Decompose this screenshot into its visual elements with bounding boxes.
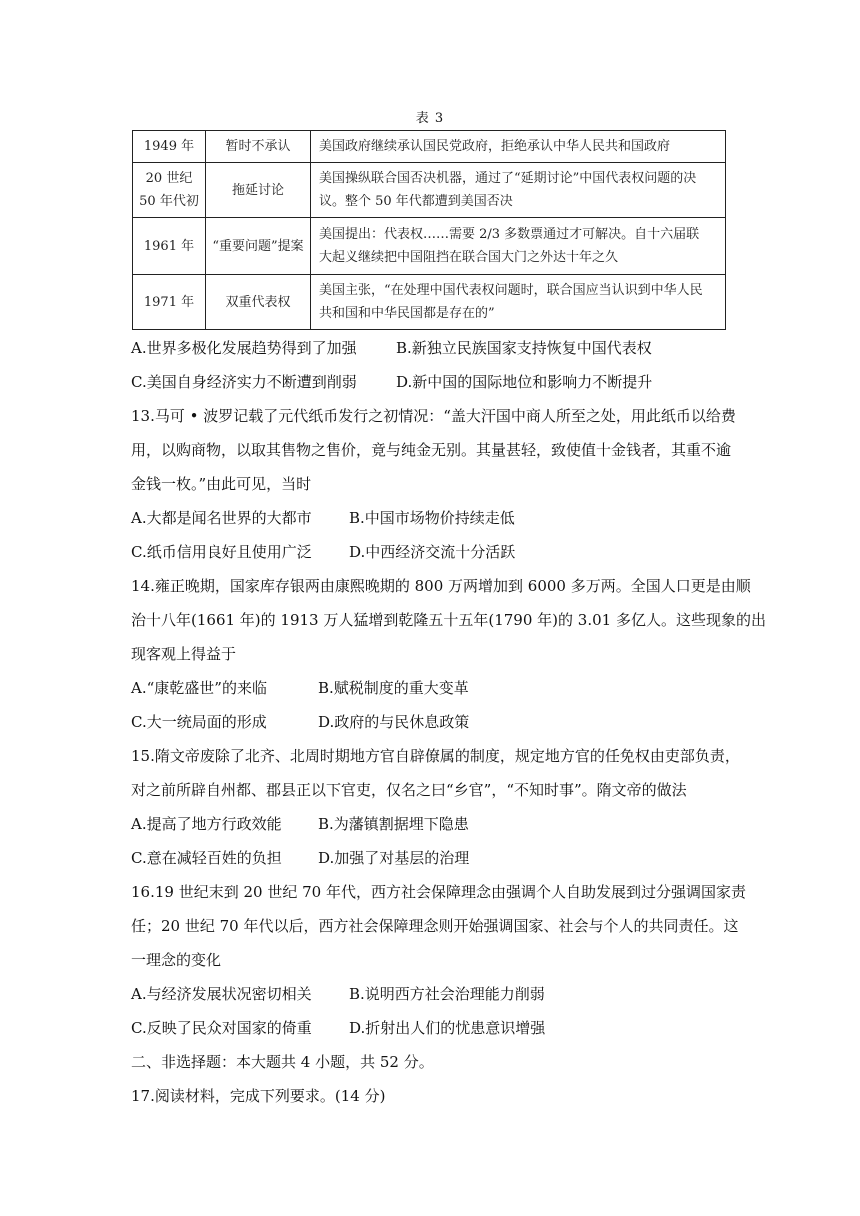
q16-option-c: C.反映了民众对国家的倚重: [131, 1019, 312, 1037]
description-cell: 美国政府继续承认国民党政府，拒绝承认中华人民共和国政府: [311, 131, 726, 163]
q12-option-a: A.世界多极化发展趋势得到了加强: [131, 339, 357, 357]
q13-stem-line-2: 用，以购商物，以取其售物之售价，竟与纯金无别。其量甚轻，致使值十金钱者，其重不逾: [131, 441, 732, 459]
q14-option-b: B.赋税制度的重大变革: [318, 679, 469, 697]
q15-option-c: C.意在减轻百姓的负担: [131, 849, 282, 867]
q13-stem-line-1: 13.马可 • 波罗记载了元代纸币发行之初情况：“盖大汗国中商人所至之处，用此纸币以给费: [131, 407, 736, 425]
q13-option-c: C.纸币信用良好且使用广泛: [131, 543, 312, 561]
q14-stem-line-1: 14.雍正晚期，国家库存银两由康熙晚期的 800 万两增加到 6000 多万两。全国人口更是由顺: [131, 577, 751, 595]
policy-cell: “重要问题”提案: [206, 218, 311, 275]
q15-option-a: A.提高了地方行政效能: [131, 815, 282, 833]
section-heading: 二、非选择题：本大题共 4 小题，共 52 分。: [131, 1053, 434, 1071]
q14-option-d: D.政府的与民休息政策: [318, 713, 470, 731]
q13-option-b: B.中国市场物价持续走低: [349, 509, 515, 527]
q16-option-d: D.折射出人们的忧患意识增强: [349, 1019, 546, 1037]
year-cell: 1949 年: [133, 131, 206, 163]
q13-option-a: A.大都是闻名世界的大都市: [131, 509, 312, 527]
q14-option-c: C.大一统局面的形成: [131, 713, 267, 731]
policy-cell: 双重代表权: [206, 275, 311, 330]
year-cell: 1961 年: [133, 218, 206, 275]
table-row: [133, 275, 726, 330]
q15-stem-line-1: 15.隋文帝废除了北齐、北周时期地方官自辟僚属的制度，规定地方官的任免权由吏部负责，: [131, 747, 740, 765]
q16-option-b: B.说明西方社会治理能力削弱: [349, 985, 545, 1003]
policy-cell: 拖延讨论: [206, 163, 311, 218]
q14-stem-line-3: 现客观上得益于: [131, 645, 237, 663]
q12-option-b: B.新独立民族国家支持恢复中国代表权: [396, 339, 652, 357]
q12-option-d: D.新中国的国际地位和影响力不断提升: [396, 373, 653, 391]
table-caption: 表 3: [415, 111, 445, 126]
table-row: [133, 163, 726, 218]
q17-stem: 17.阅读材料，完成下列要求。(14 分): [131, 1087, 386, 1105]
q12-option-c: C.美国自身经济实力不断遭到削弱: [131, 373, 357, 391]
policy-cell: 暂时不承认: [206, 131, 311, 163]
q16-stem-line-1: 16.19 世纪末到 20 世纪 70 年代，西方社会保障理念由强调个人自助发展到过分强调国家责: [131, 883, 746, 901]
q15-option-d: D.加强了对基层的治理: [318, 849, 470, 867]
q13-option-d: D.中西经济交流十分活跃: [349, 543, 516, 561]
q16-stem-line-3: 一理念的变化: [131, 951, 222, 969]
table-3: [132, 130, 726, 330]
q14-stem-line-2: 治十八年(1661 年)的 1913 万人猛增到乾隆五十五年(1790 年)的 3.01 多亿人。这些现象的出: [131, 611, 766, 629]
description-cell: 美国提出：代表权……需要 2/3 多数票通过才可解决。自十六届联 大起义继续把中国阻挡在联合国大门之外达十年之久: [311, 218, 726, 275]
q13-stem-line-3: 金钱一枚。”由此可见，当时: [131, 475, 312, 493]
q14-option-a: A.“康乾盛世”的来临: [131, 679, 267, 697]
table-row: [133, 218, 726, 275]
q16-option-a: A.与经济发展状况密切相关: [131, 985, 312, 1003]
year-cell: 1971 年: [133, 275, 206, 330]
q16-stem-line-2: 任；20 世纪 70 年代以后，西方社会保障理念则开始强调国家、社会与个人的共同责任。这: [131, 917, 739, 935]
description-cell: 美国主张，“在处理中国代表权问题时，联合国应当认识到中华人民 共和国和中华民国都是存在的”: [311, 275, 726, 330]
description-cell: 美国操纵联合国否决机器，通过了“延期讨论”中国代表权问题的决 议。整个 50 年代都遭到美国否决: [311, 163, 726, 218]
q15-option-b: B.为藩镇割据埋下隐患: [318, 815, 469, 833]
table-row: [133, 131, 726, 163]
year-cell: 20 世纪 50 年代初: [133, 163, 206, 218]
q15-stem-line-2: 对之前所辟自州都、郡县正以下官吏，仅名之曰“乡官”，“不知时事”。隋文帝的做法: [131, 781, 687, 799]
